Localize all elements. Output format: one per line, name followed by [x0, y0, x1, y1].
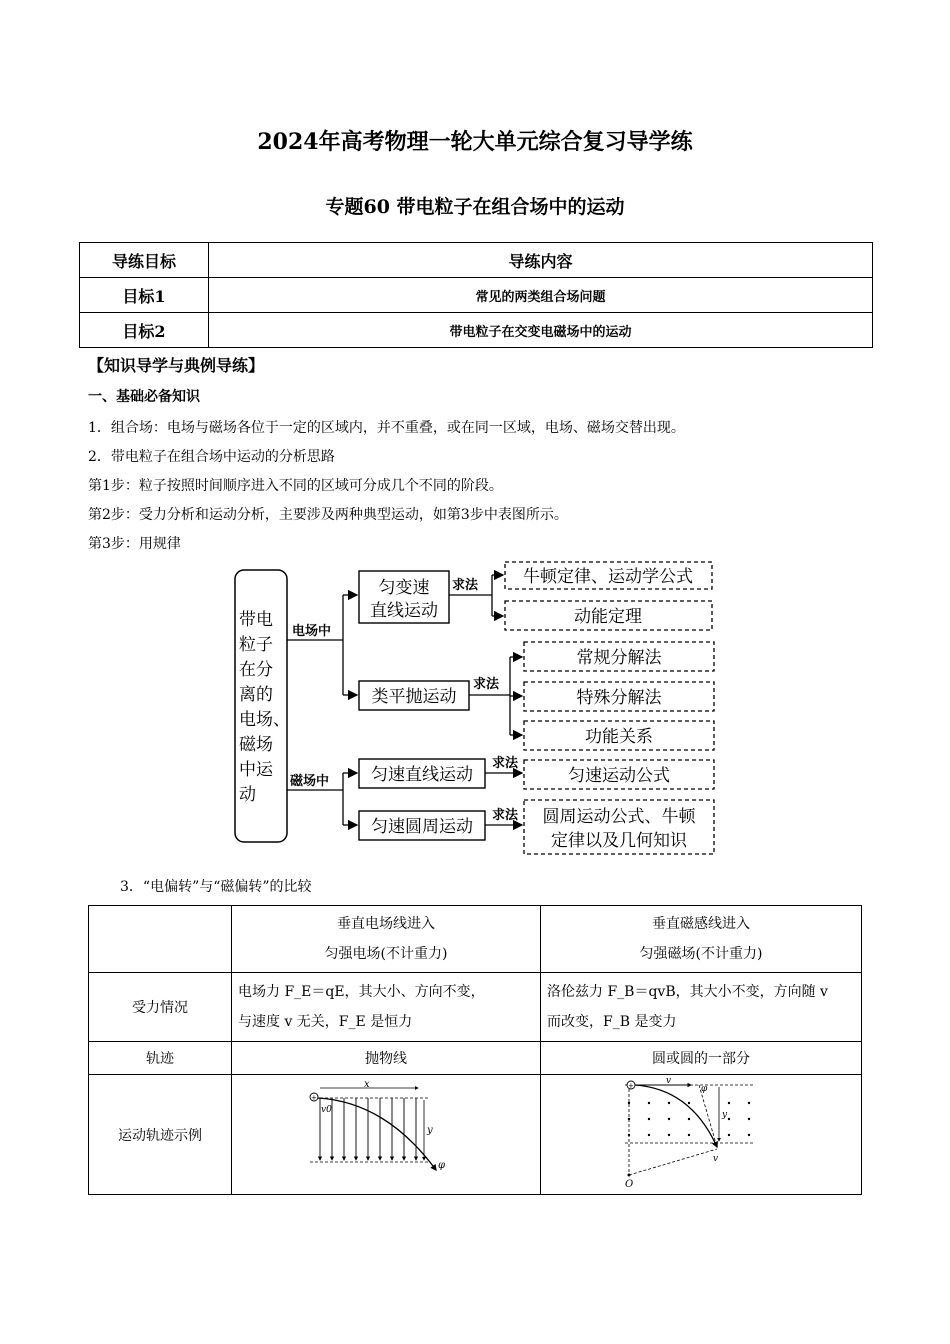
- flow-motion-label: 匀速直线运动: [371, 765, 473, 785]
- header-line: 垂直磁感线进入: [652, 916, 750, 932]
- flow-root-line: 在分: [239, 660, 273, 680]
- flow-method-label: 求法: [473, 677, 500, 692]
- flow-root-line: 中运: [239, 760, 273, 780]
- header-line: 匀强电场(不计重力): [324, 946, 448, 962]
- analysis-flowchart: [230, 558, 720, 858]
- table-header-cell: 导练内容: [209, 243, 873, 278]
- flow-motion-label: 直线运动: [370, 601, 438, 621]
- diagram-label-v0: v0: [321, 1104, 332, 1115]
- paragraph: 第3步：用规律: [88, 536, 181, 552]
- table-cell: [232, 1075, 541, 1195]
- table-cell: 抛物线: [232, 1042, 541, 1075]
- header-line: 匀强磁场(不计重力): [639, 946, 763, 962]
- flow-method-text: 牛顿定律、运动学公式: [523, 567, 693, 587]
- cell-line: 而改变，F_B 是变力: [547, 1014, 677, 1030]
- table-header-row: [89, 906, 862, 973]
- diagram-label-phi: φ: [701, 1083, 708, 1094]
- table-row: [80, 278, 873, 313]
- table-row: [89, 973, 862, 1042]
- flow-method-text: 定律以及几何知识: [551, 831, 687, 851]
- flow-motion-label: 匀变速: [378, 578, 430, 598]
- table-cell-empty: [89, 906, 232, 973]
- row-label: 运动轨迹示例: [89, 1075, 232, 1195]
- flow-method-label: 求法: [452, 578, 479, 593]
- table-row: [89, 1042, 862, 1075]
- flow-root-line: 电场、: [239, 710, 290, 730]
- cell-line: 与速度 v 无关，F_E 是恒力: [238, 1014, 413, 1030]
- diagram-label-y: y: [722, 1109, 728, 1120]
- electric-deflection-diagram: [306, 1078, 466, 1188]
- flow-magnetic-label: 磁场中: [290, 774, 330, 789]
- table-cell: 圆或圆的一部分: [541, 1042, 862, 1075]
- table-header-row: [80, 243, 873, 278]
- table-header-cell: [232, 906, 541, 973]
- diagram-label-v: v: [713, 1153, 719, 1164]
- content-cell: 带电粒子在交变电磁场中的运动: [209, 313, 873, 348]
- diagram-label-y: y: [427, 1124, 433, 1136]
- particle-sign: +: [628, 1081, 634, 1090]
- flow-method-text: 功能关系: [585, 727, 653, 747]
- cell-line: 洛伦兹力 F_B＝qvB，其大小不变，方向随 v: [547, 984, 828, 1000]
- flow-method-text: 匀速运动公式: [568, 766, 670, 786]
- flow-electric-label: 电场中: [292, 624, 332, 639]
- document-subtitle: 专题60 带电粒子在组合场中的运动: [325, 196, 625, 218]
- diagram-label-v: v: [666, 1076, 672, 1086]
- flow-method-label: 求法: [492, 808, 519, 823]
- flow-method-text: 特殊分解法: [576, 688, 662, 708]
- flow-root-line: 离的: [239, 685, 273, 705]
- goal-table: [79, 242, 873, 348]
- paragraph: 1．组合场：电场与磁场各位于一定的区域内，并不重叠，或在同一区域，电场、磁场交替出现。: [88, 420, 685, 436]
- comparison-table: [88, 905, 862, 1195]
- sub-heading: 一、基础必备知识: [88, 389, 200, 405]
- content-cell: 常见的两类组合场问题: [209, 278, 873, 313]
- document-title: 2024年高考物理一轮大单元综合复习导学练: [257, 129, 693, 155]
- flow-root-line: 动: [239, 785, 256, 805]
- table-row: [89, 1075, 862, 1195]
- section-heading: 【知识导学与典例导练】: [88, 356, 265, 375]
- table-cell: [541, 973, 862, 1042]
- table-cell: [541, 1075, 862, 1195]
- table-cell: [232, 973, 541, 1042]
- goal-cell: 目标2: [80, 313, 209, 348]
- diagram-label-phi: φ: [438, 1159, 446, 1171]
- flow-root-line: 粒子: [239, 635, 273, 655]
- diagram-label-x: x: [364, 1078, 370, 1090]
- table-row: [80, 313, 873, 348]
- magnetic-deflection-diagram: [621, 1077, 781, 1189]
- paragraph: 第1步：粒子按照时间顺序进入不同的区域可分成几个不同的阶段。: [88, 478, 503, 494]
- flow-root-line: 磁场: [239, 735, 273, 755]
- table-header-cell: 导练目标: [80, 243, 209, 278]
- flow-method-text: 圆周运动公式、牛顿: [542, 807, 696, 827]
- comparison-caption: 3．“电偏转”与“磁偏转”的比较: [120, 879, 312, 895]
- table-header-cell: [541, 906, 862, 973]
- cell-line: 电场力 F_E＝qE，其大小、方向不变，: [238, 984, 485, 1000]
- flow-method-text: 常规分解法: [576, 648, 662, 668]
- row-label: 受力情况: [89, 973, 232, 1042]
- diagram-label-O: O: [625, 1178, 634, 1189]
- paragraph: 2．带电粒子在组合场中运动的分析思路: [88, 449, 335, 465]
- flow-root-line: 带电: [239, 610, 273, 630]
- flow-method-label: 求法: [492, 756, 519, 771]
- particle-sign: +: [311, 1093, 317, 1102]
- paragraph: 第2步：受力分析和运动分析，主要涉及两种典型运动，如第3步中表图所示。: [88, 507, 568, 523]
- flow-motion-label: 匀速圆周运动: [371, 817, 473, 837]
- header-line: 垂直电场线进入: [337, 916, 435, 932]
- row-label: 轨迹: [89, 1042, 232, 1075]
- flow-motion-label: 类平抛运动: [371, 687, 457, 707]
- flow-method-text: 动能定理: [574, 607, 642, 627]
- goal-cell: 目标1: [80, 278, 209, 313]
